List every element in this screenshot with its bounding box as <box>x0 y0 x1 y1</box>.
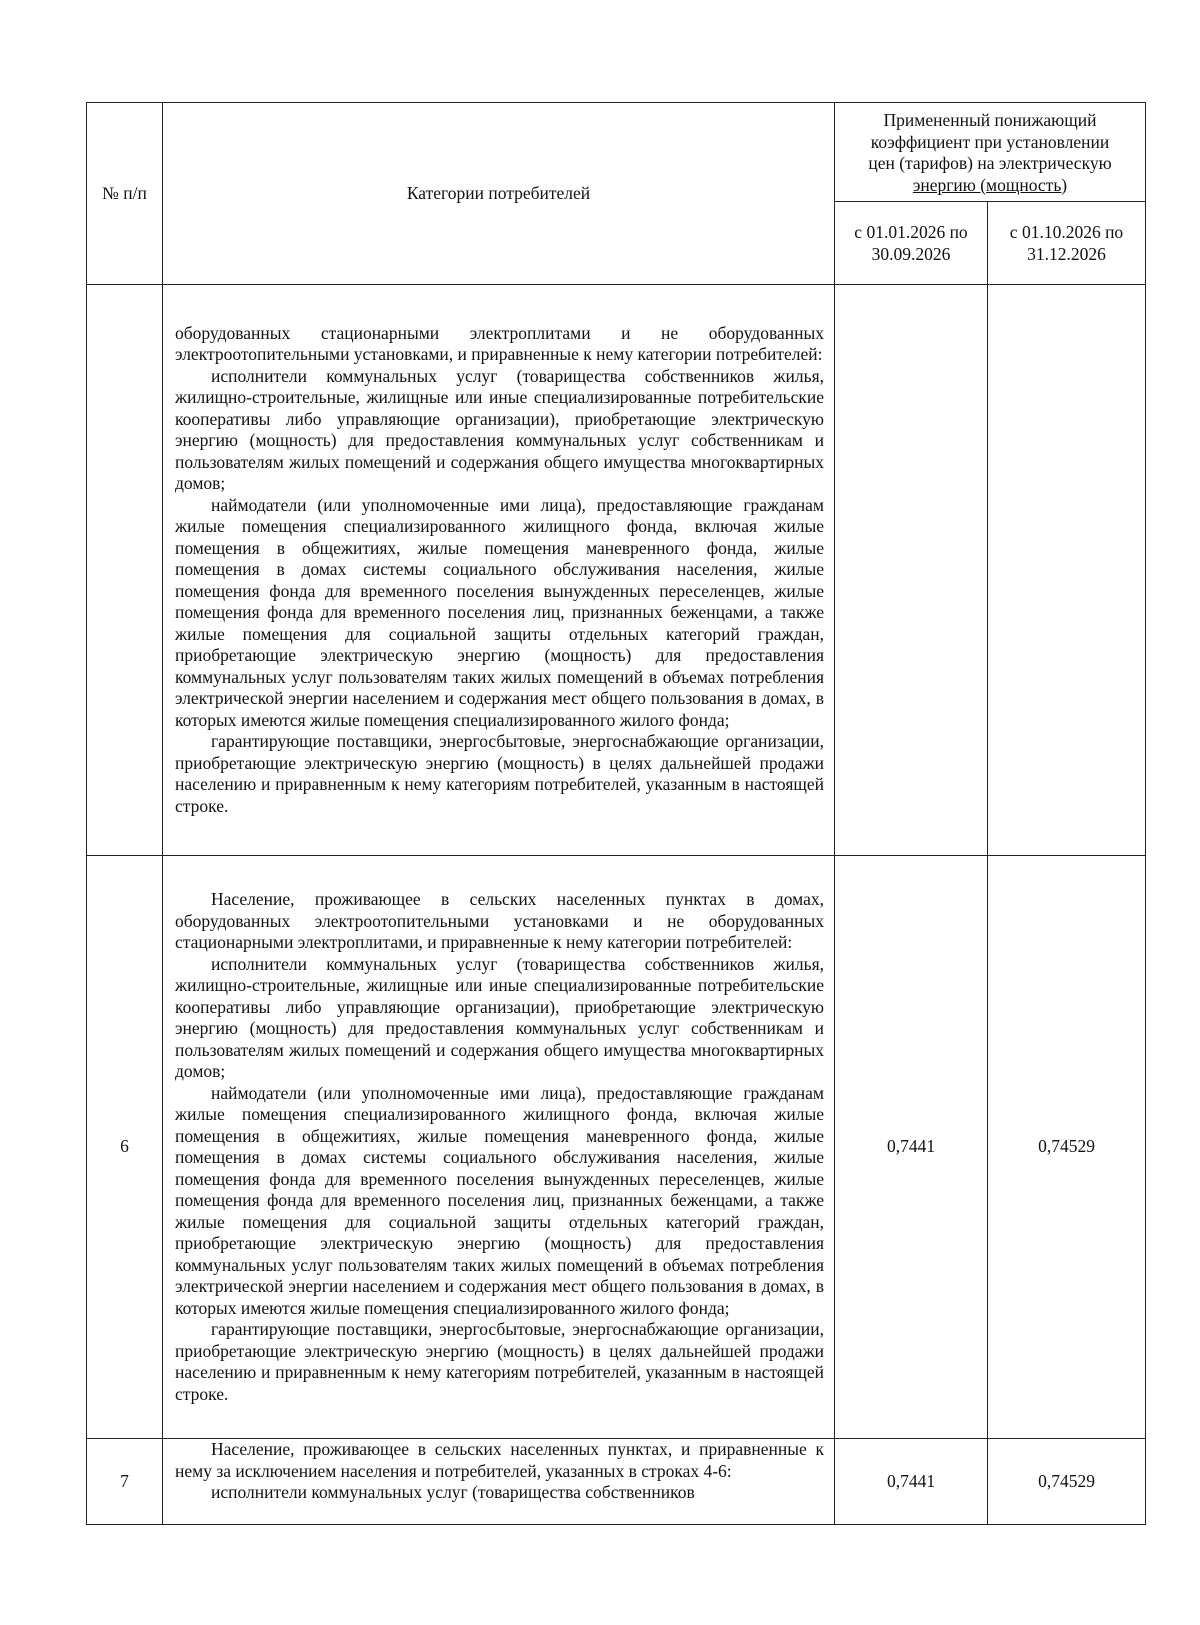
header-coefficient-line: энергию (мощность) <box>912 174 1068 195</box>
row-value-period-1: 0,7441 <box>835 1439 988 1525</box>
category-paragraph: исполнители коммунальных услуг (товарищества собственников жилья, жилищно-строительные, жилищные или иные специализированные потребительские кооперативы либо управляющие организации), приобретающие электрическую энергию (мощность) для предоставления коммунальных услуг собственникам и пользователям жилых помещений и содержания общего имущества многоквартирных домов; <box>175 953 824 1081</box>
row-value-period-2: 0,74529 <box>988 856 1146 1439</box>
row-category <box>163 285 835 856</box>
category-paragraph: исполнители коммунальных услуг (товарищества собственников <box>211 1482 695 1502</box>
table-header-row <box>87 103 1146 202</box>
header-period-1 <box>835 202 988 285</box>
header-category: Категории потребителей <box>163 103 835 285</box>
category-paragraph: Население, проживающее в сельских населенных пунктах, и приравненные к нему за исключением населения и потребителей, указанных в строках 4-6: <box>175 1439 824 1481</box>
category-paragraph: наймодатели (или уполномоченные ими лица), предоставляющие гражданам жилые помещения специализированного жилищного фонда, включая жилые помещения в общежитиях, жилые помещения маневренного фонда, жилые помещения в домах системы социального обслуживания населения, жилые помещения фонда для временного поселения вынужденных переселенцев, жилые помещения фонда для временного поселения лиц, признанных беженцами, а также жилые помещения для социальной защиты отдельных категорий граждан, приобретающие электрическую энергию (мощность) для предоставления коммунальных услуг пользователям таких жилых помещений в объемах потребления электрической энергии населением и содержания мест общего пользования в домах, в которых имеются жилые помещения специализированного жилого фонда; <box>175 1082 824 1318</box>
category-paragraph: исполнители коммунальных услуг (товарищества собственников жилья, жилищно-строительные, жилищные или иные специализированные потребительские кооперативы либо управляющие организации), приобретающие электрическую энергию (мощность) для предоставления коммунальных услуг собственникам и пользователям жилых помещений и содержания общего имущества многоквартирных домов; <box>175 365 824 494</box>
row-value-period-1: 0,7441 <box>835 856 988 1439</box>
row-category <box>163 1439 835 1525</box>
table-row <box>87 285 1146 856</box>
category-paragraph: гарантирующие поставщики, энергосбытовые, энергоснабжающие организации, приобретающие электрическую энергию (мощность) в целях дальнейшей продажи населению и приравненным к нему категориям потребителей, указанным в настоящей строке. <box>175 1319 824 1404</box>
period-1-end: 30.09.2026 <box>871 244 951 264</box>
row-value-period-2 <box>988 285 1146 856</box>
row-category <box>163 856 835 1439</box>
row-value-period-1 <box>835 285 988 856</box>
category-paragraph: наймодатели (или уполномоченные ими лица), предоставляющие гражданам жилые помещения специализированного жилищного фонда, включая жилые помещения в общежитиях, жилые помещения маневренного фонда, жилые помещения в домах системы социального обслуживания населения, жилые помещения фонда для временного поселения вынужденных переселенцев, жилые помещения фонда для временного поселения лиц, признанных беженцами, а также жилые помещения для социальной защиты отдельных категорий граждан, приобретающие электрическую энергию (мощность) для предоставления коммунальных услуг пользователям таких жилых помещений в объемах потребления электрической энергии населением и содержания мест общего пользования в домах, в которых имеются жилые помещения специализированного жилого фонда; <box>175 494 824 730</box>
header-coefficient <box>835 103 1146 202</box>
header-coefficient-line: Примененный понижающий <box>883 110 1097 130</box>
period-2-end: 31.12.2026 <box>1027 244 1106 264</box>
period-1-start: с 01.01.2026 по <box>854 222 968 242</box>
row-number: 6 <box>87 856 163 1439</box>
period-2-start: с 01.10.2026 по <box>1009 222 1124 242</box>
header-number: № п/п <box>87 103 163 285</box>
category-paragraph: гарантирующие поставщики, энергосбытовые, энергоснабжающие организации, приобретающие электрическую энергию (мощность) в целях дальнейшей продажи населению и приравненным к нему категориям потребителей, указанным в настоящей строке. <box>175 731 824 816</box>
table-row <box>87 856 1146 1439</box>
row-number <box>87 285 163 856</box>
row-number: 7 <box>87 1439 163 1525</box>
table-row <box>87 1439 1146 1525</box>
row-value-period-2: 0,74529 <box>988 1439 1146 1525</box>
header-period-2 <box>988 202 1146 285</box>
header-coefficient-line: цен (тарифов) на электрическую <box>868 153 1112 173</box>
category-paragraph: оборудованных стационарными электроплитами и не оборудованных электроотопительными установками, и приравненные к нему категории потребителей: <box>175 322 824 365</box>
category-paragraph: Население, проживающее в сельских населенных пунктах в домах, оборудованных электроотопительными установками и не оборудованных стационарными электроплитами, и приравненные к нему категории потребителей: <box>175 889 824 952</box>
tariff-table <box>86 102 1146 1525</box>
header-coefficient-line: коэффициент при установлении <box>870 131 1110 152</box>
